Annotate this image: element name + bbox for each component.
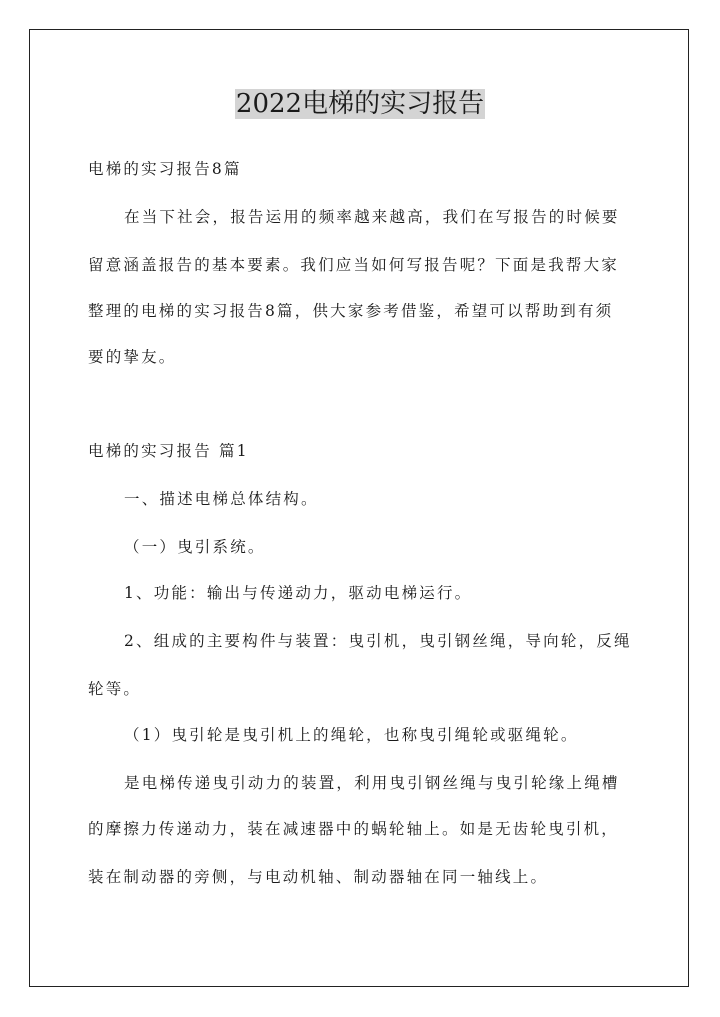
paragraph-line: 整理的电梯的实习报告8篇，供大家参考借鉴，希望可以帮助到有须: [88, 302, 614, 320]
section-heading: 电梯的实习报告 篇1: [88, 442, 249, 460]
document-title: [0, 86, 720, 122]
paragraph-line: 在当下社会，报告运用的频率越来越高，我们在写报告的时候要: [124, 208, 620, 226]
paragraph-line: 的摩擦力传递动力，装在减速器中的蜗轮轴上。如是无齿轮曳引机，: [88, 820, 620, 838]
subtitle-line: 电梯的实习报告8篇: [88, 160, 242, 178]
paragraph-line: 留意涵盖报告的基本要素。我们应当如何写报告呢？下面是我帮大家: [88, 256, 620, 274]
paragraph-line: 要的挚友。: [88, 348, 177, 366]
paragraph-line: 一、描述电梯总体结构。: [124, 490, 319, 508]
paragraph-line: 1、功能：输出与传递动力，驱动电梯运行。: [124, 584, 473, 602]
paragraph-line: 装在制动器的旁侧，与电动机轴、制动器轴在同一轴线上。: [88, 868, 549, 886]
document-title-text: 2022电梯的实习报告: [235, 89, 485, 119]
paragraph-line: 是电梯传递曳引动力的装置，利用曳引钢丝绳与曳引轮缘上绳槽: [124, 774, 620, 792]
paragraph-line: （一）曳引系统。: [124, 538, 266, 556]
paragraph-line: 轮等。: [88, 680, 142, 698]
paragraph-line: 2、组成的主要构件与装置：曳引机，曳引钢丝绳，导向轮，反绳: [124, 632, 632, 650]
paragraph-line: （1）曳引轮是曳引机上的绳轮，也称曳引绳轮或驱绳轮。: [124, 726, 579, 744]
